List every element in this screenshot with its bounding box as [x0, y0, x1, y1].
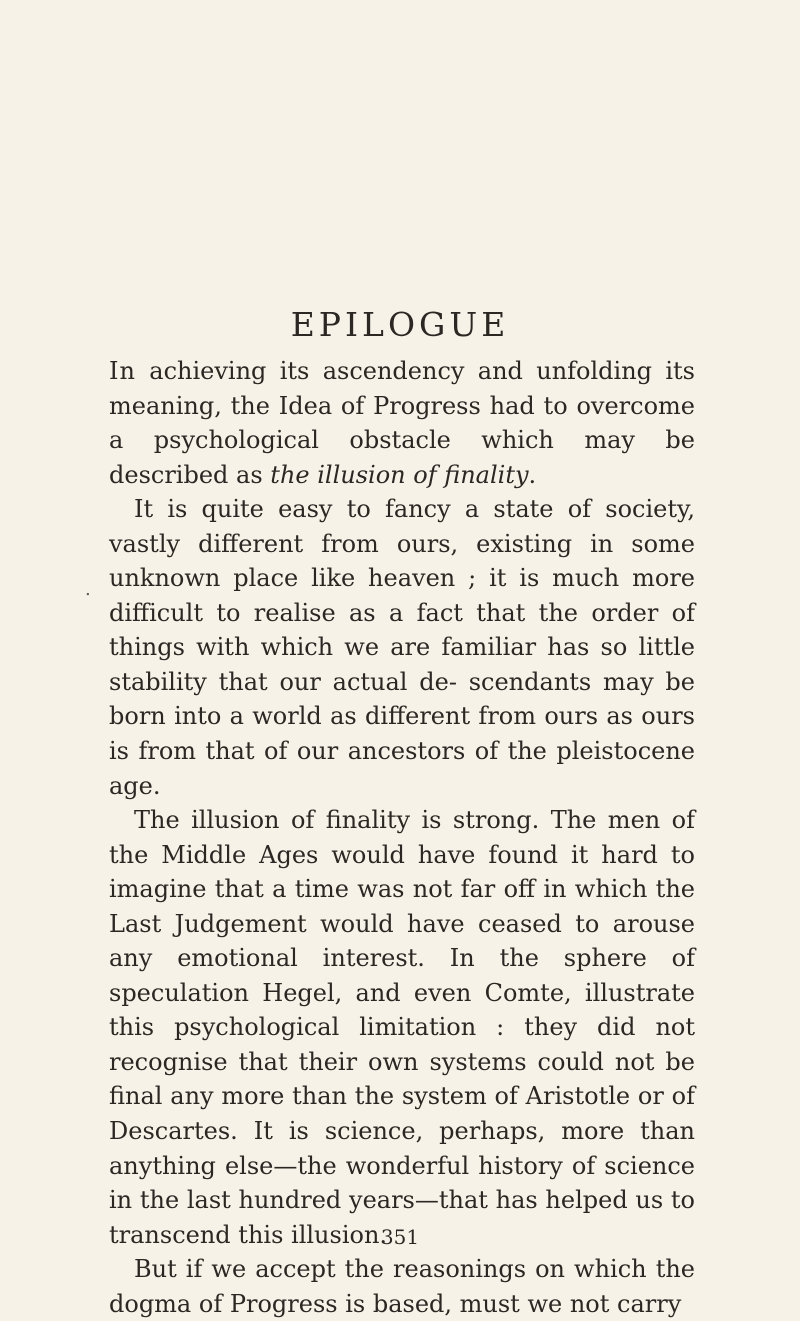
opening-word: In [109, 357, 136, 385]
paragraph-2: It is quite easy to fancy a state of society, vastly different from ours, existing in some unknown place like heaven ; it is much more difficult to realise as a fact that the order of things with which we are familiar has so little stability that our actual de- scendants may be born into a world as different from ours as ours is from that of our ancestors of the pleistocene age. [109, 495, 695, 800]
body-text [109, 354, 695, 1321]
chapter-title: EPILOGUE [290, 305, 510, 344]
page-number: 351 [380, 1225, 420, 1249]
paragraph-1-text: achieving its ascendency and unfolding its meaning, the Idea of Progress had to overcome a psychological obstacle which may be described as [109, 357, 695, 489]
paragraph-1-end: . [528, 460, 537, 489]
paragraph-4: But if we accept the reasonings on which the dogma of Progress is based, must we not carry [109, 1255, 695, 1318]
paragraph-3: The illusion of finality is strong. The men of the Middle Ages would have found it hard to imagine that a time was not far off in which the Last Judgement would have ceased to arouse any emotional interest. In the sphere of speculation Hegel, and even Comte, illustrate this psychological limitation : they did not recognise that their own systems could not be final any more than the system of Aristotle or of Descartes. It is science, perhaps, more than anything else—the wonderful history of science in the last hundred years—that has helped us to transcend this illusion. [109, 806, 695, 1249]
margin-mark: . [85, 579, 91, 600]
paragraph-1 [109, 354, 695, 492]
italic-phrase: the illusion of finality [270, 460, 529, 489]
